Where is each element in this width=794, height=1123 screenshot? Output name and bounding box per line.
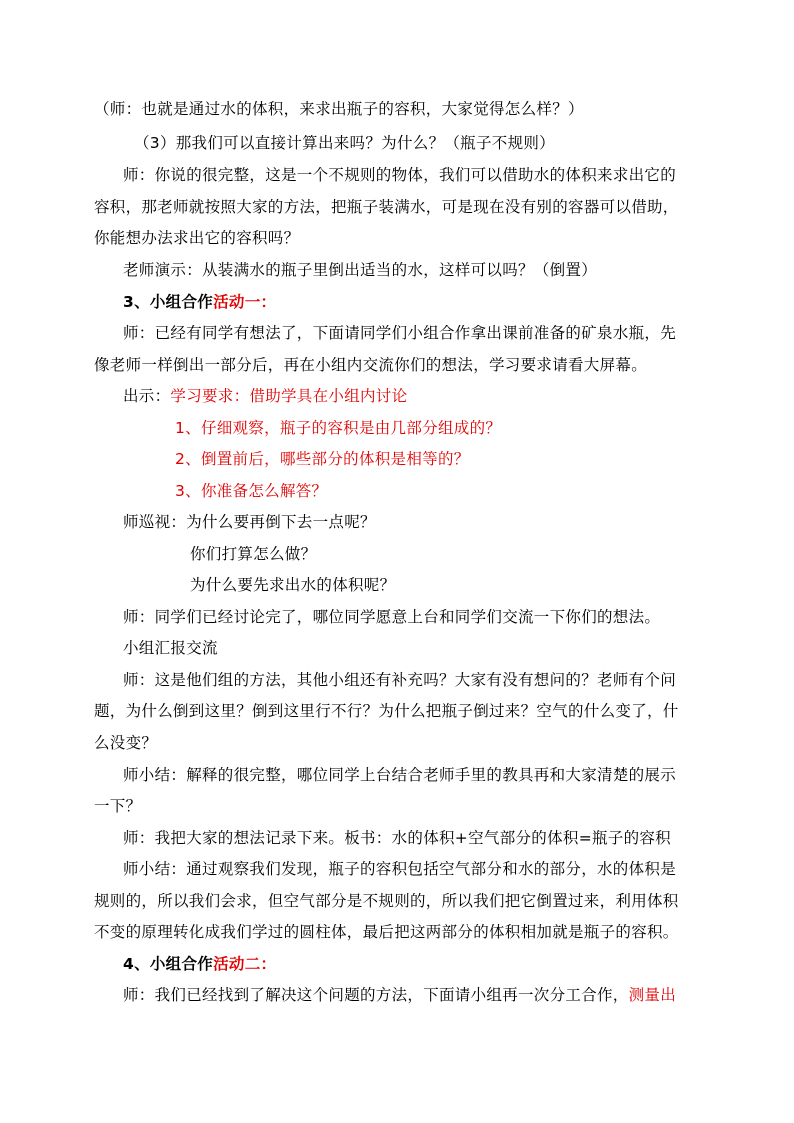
paragraph-line: 师：已经有同学有想法了，下面请同学们小组合作拿出课前准备的矿泉水瓶，先: [123, 324, 677, 342]
section-heading: [123, 291, 276, 313]
paragraph-line: 小组汇报交流: [123, 639, 218, 657]
paragraph-line: 师：你说的很完整，这是一个不规则的物体，我们可以借助水的体积来求出它的: [123, 166, 677, 184]
highlight-text: 测量出: [628, 986, 677, 1004]
paragraph-line: [123, 385, 407, 407]
requirement-item: 3、你准备怎么解答？: [175, 482, 328, 500]
paragraph-line: 师：我把大家的想法记录下来。板书：水的体积+空气部分的体积=瓶子的容积: [123, 829, 671, 847]
heading-highlight: 活动二：: [213, 955, 277, 973]
paragraph-line: 师：这是他们组的方法，其他小组还有补充吗？大家有没有想问的？老师有个问: [123, 671, 677, 689]
label-text: 出示：: [123, 387, 171, 405]
paragraph-line: 容积，那老师就按照大家的方法，把瓶子装满水，可是现在没有别的容器可以借助，: [94, 198, 679, 216]
paragraph-line: 师小结：通过观察我们发现，瓶子的容积包括空气部分和水的部分，水的体积是: [123, 860, 677, 878]
body-text: 师：我们已经找到了解决这个问题的方法，下面请小组再一次分工合作，: [123, 986, 629, 1004]
section-heading: [123, 953, 276, 975]
paragraph-line: 你们打算怎么做？: [190, 545, 317, 563]
paragraph-line: 不变的原理转化成我们学过的圆柱体，最后把这两部分的体积相加就是瓶子的容积。: [94, 923, 679, 941]
heading-text: 4、小组合作: [123, 955, 214, 973]
paragraph-line: （3）那我们可以直接计算出来吗？为什么？（瓶子不规则）: [134, 134, 555, 152]
paragraph-line: （师：也就是通过水的体积，来求出瓶子的容积，大家觉得怎么样？）: [94, 100, 584, 118]
requirement-item: 1、仔细观察，瓶子的容积是由几部分组成的？: [175, 419, 502, 437]
paragraph-line: 你能想办法求出它的容积吗？: [94, 229, 300, 247]
paragraph-line: 么没变？: [94, 734, 158, 752]
paragraph-line: [123, 984, 676, 1006]
heading-text: 3、小组合作: [123, 293, 214, 311]
paragraph-line: 一下？: [94, 797, 142, 815]
paragraph-line: 师巡视：为什么要再倒下去一点呢？: [123, 513, 376, 531]
paragraph-line: 老师演示：从装满水的瓶子里倒出适当的水，这样可以吗？（倒置）: [123, 261, 598, 279]
paragraph-line: 为什么要先求出水的体积呢？: [190, 576, 396, 594]
requirement-item: 2、倒置前后，哪些部分的体积是相等的？: [175, 450, 470, 468]
highlight-text: 学习要求：借助学具在小组内讨论: [170, 387, 408, 405]
paragraph-line: 师小结：解释的很完整，哪位同学上台结合老师手里的教具再和大家清楚的展示: [123, 766, 677, 784]
paragraph-line: 规则的，所以我们会求，但空气部分是不规则的，所以我们把它倒置过来，利用体积: [94, 892, 679, 910]
paragraph-line: 题，为什么倒到这里？倒到这里行不行？为什么把瓶子倒过来？空气的什么变了，什: [94, 702, 679, 720]
paragraph-line: 师：同学们已经讨论完了，哪位同学愿意上台和同学们交流一下你们的想法。: [123, 608, 661, 626]
paragraph-line: 像老师一样倒出一部分后，再在小组内交流你们的想法，学习要求请看大屏幕。: [94, 356, 648, 374]
heading-highlight: 活动一：: [213, 293, 277, 311]
